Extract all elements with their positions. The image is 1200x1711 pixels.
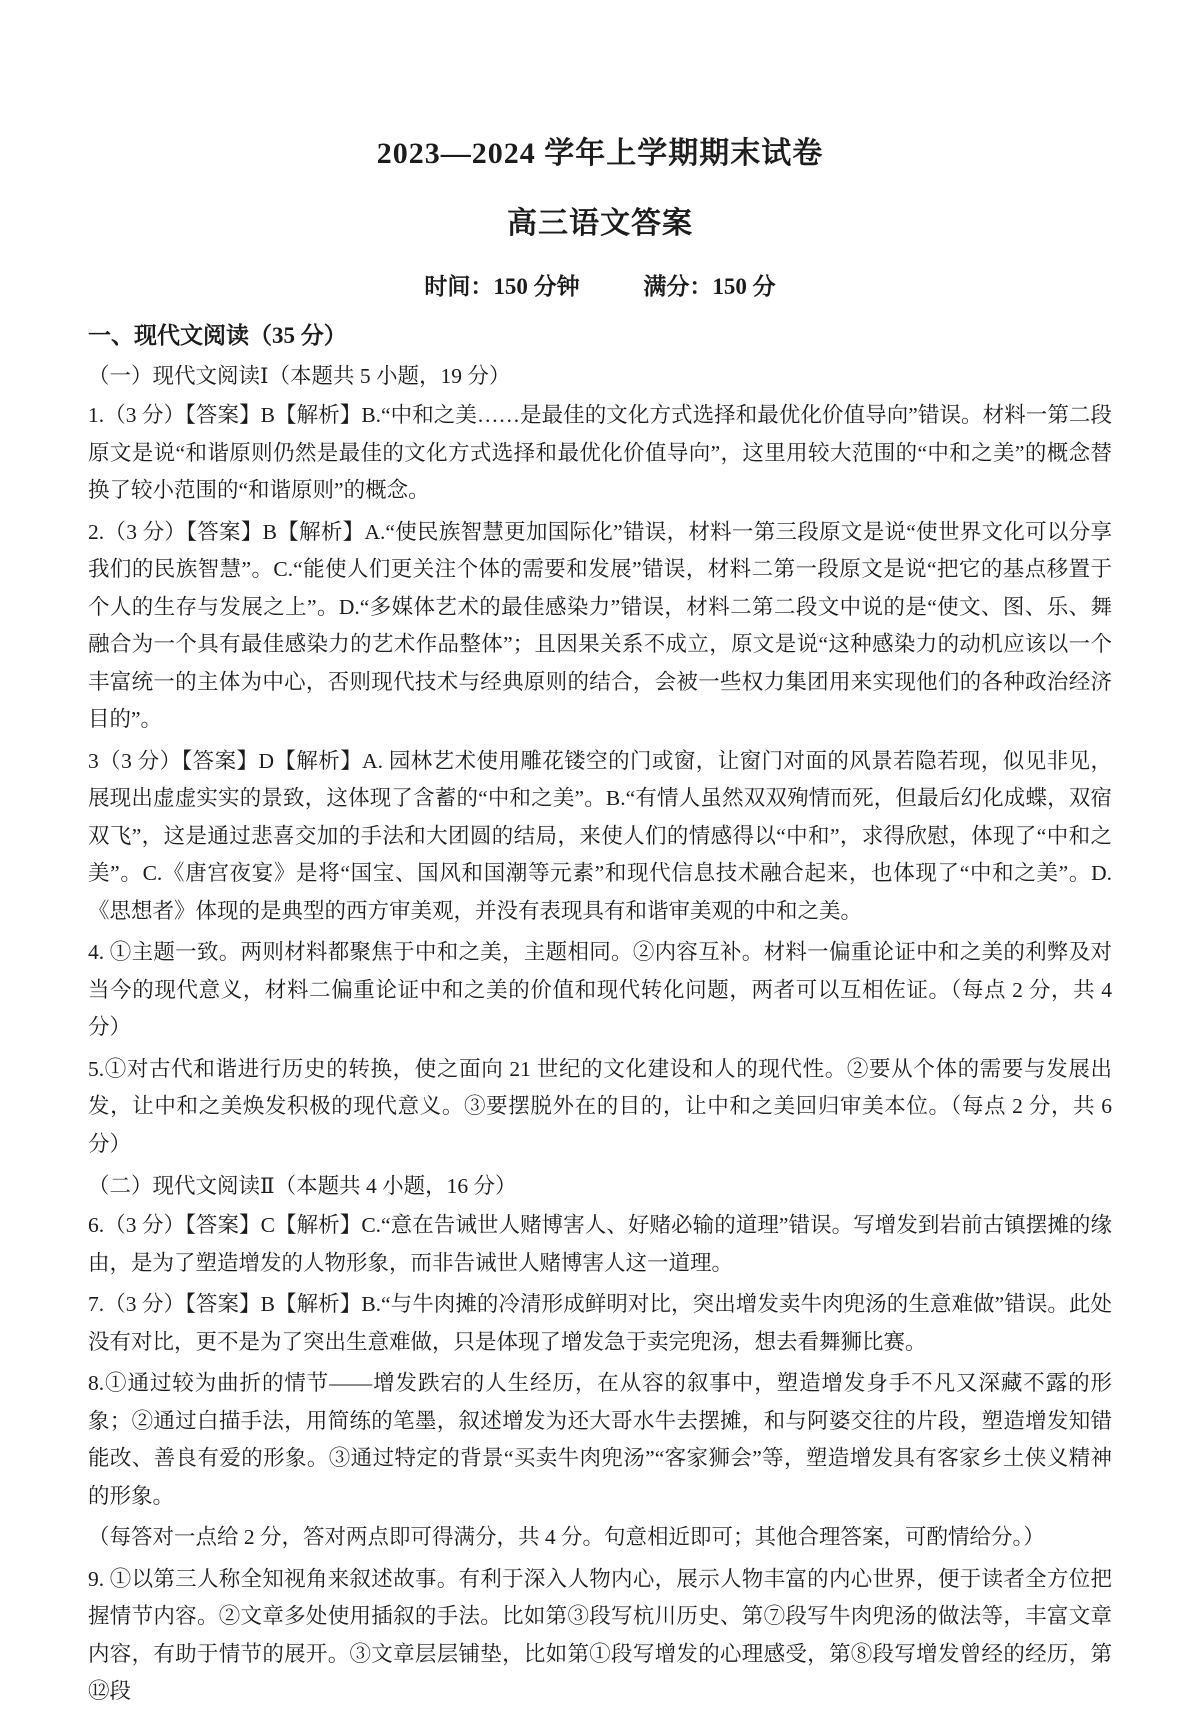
answer-q6: 6.（3 分）【答案】C【解析】C.“意在告诫世人赌博害人、好赌必输的道理”错误。写增发到岩前古镇摆摊的缘由，是为了塑造增发的人物形象，而非告诫世人赌博害人这一道理。 [88,1213,1112,1275]
doc-title: 2023—2024 学年上学期期末试卷 [376,137,824,170]
answer-q8: 8.①通过较为曲折的情节——增发跌宕的人生经历，在从容的叙事中，塑造增发身手不凡又深藏不露的形象；②通过白描手法，用简练的笔墨，叙述增发为还大哥水牛去摆摊，和与阿婆交往的片段，塑造增发知错能改、善良有爱的形象。③通过特定的背景“买卖牛肉兜汤”“客家狮会”等，塑造增发具有客家乡土侠义精神的形象。 [88,1371,1112,1508]
time-label: 时间：150 分钟 [424,274,580,299]
score-label: 满分：150 分 [643,274,776,299]
doc-meta [88,268,1112,301]
answer-q4: 4. ①主题一致。两则材料都聚焦于中和之美，主题相同。②内容互补。材料一偏重论证中和之美的利弊及对当今的现代意义，材料二偏重论证中和之美的价值和现代转化问题，两者可以互相佐证。（每点 2 分，共 4 分） [88,940,1112,1039]
section-1-sub-2-heading: （二）现代文阅读Ⅱ（本题共 4 小题，16 分） [88,1174,517,1198]
section-1-heading: 一、现代文阅读（35 分） [88,323,347,348]
answer-q7: 7.（3 分）【答案】B【解析】B.“与牛肉摊的冷清形成鲜明对比，突出增发卖牛肉兜汤的生意难做”错误。此处没有对比，更不是为了突出生意难做，只是体现了增发急于卖完兜汤，想去看舞狮比赛。 [88,1292,1112,1354]
answer-q1: 1.（3 分）【答案】B【解析】B.“中和之美……是最佳的文化方式选择和最优化价值导向”错误。材料一第二段原文是说“和谐原则仍然是最佳的文化方式选择和最优化价值导向”，这里用较大范围的“中和之美”的概念替换了较小范围的“和谐原则”的概念。 [88,403,1112,502]
answer-q5: 5.①对古代和谐进行历史的转换，使之面向 21 世纪的文化建设和人的现代性。②要从个体的需要与发展出发，让中和之美焕发积极的现代意义。③要摆脱外在的目的，让中和之美回归审美本位。（每点 2 分，共 6 分） [88,1056,1112,1156]
section-1-sub-1-heading: （一）现代文阅读Ⅰ（本题共 5 小题，19 分） [88,364,511,388]
answer-q3: 3（3 分）【答案】D【解析】A. 园林艺术使用雕花镂空的门或窗，让窗门对面的风景若隐若现，似见非见，展现出虚虚实实的景致，这体现了含蓄的“中和之美”。B.“有情人虽然双双殉情而死，但最后幻化成蝶，双宿双飞”，这是通过悲喜交加的手法和大团圆的结局，来使人们的情感得以“中和”，求得欣慰，体现了“中和之美”。C.《唐宫夜宴》是将“国宝、国风和国潮等元素”和现代信息技术融合起来，也体现了“中和之美”。D.《思想者》体现的是典型的西方审美观，并没有表现具有和谐审美观的中和之美。 [88,748,1112,923]
doc-subtitle: 高三语文答案 [507,207,693,240]
answer-q2: 2.（3 分）【答案】B【解析】A.“使民族智慧更加国际化”错误，材料一第三段原文是说“使世界文化可以分享我们的民族智慧”。C.“能使人们更关注个体的需要和发展”错误，材料二第一段原文是说“把它的基点移置于个人的生存与发展之上”。D.“多媒体艺术的最佳感染力”错误，材料二第二段文中说的是“使文、图、乐、舞融合为一个具有最佳感染力的艺术作品整体”；且因果关系不成立，原文是说“这种感染力的动机应该以一个丰富统一的主体为中心，否则现代技术与经典原则的结合，会被一些权力集团用来实现他们的各种政治经济目的”。 [88,519,1112,731]
answer-q8-note: （每答对一点给 2 分，答对两点即可得满分，共 4 分。句意相近即可；其他合理答案，可酌情给分。） [88,1525,1045,1549]
answer-q9: 9. ①以第三人称全知视角来叙述故事。有利于深入人物内心，展示人物丰富的内心世界，便于读者全方位把握情节内容。②文章多处使用插叙的手法。比如第③段写杭川历史、第⑦段写牛肉兜汤的做法等，丰富文章内容，有助于情节的展开。③文章层层铺垫，比如第①段写增发的心理感受，第⑧段写增发曾经的经历，第⑫段 [88,1566,1112,1703]
